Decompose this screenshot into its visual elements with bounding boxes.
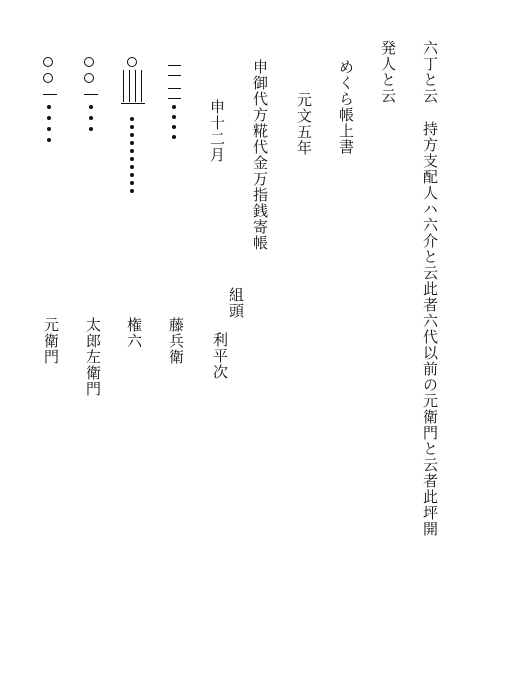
entry-name-4: 元衛門	[42, 317, 60, 365]
entry-name-2: 権六	[125, 317, 143, 349]
group-head-label: 組頭	[227, 287, 245, 319]
group-head-name: 利平次	[211, 332, 229, 380]
document-title: めくら帳上書	[337, 59, 355, 155]
ledger-title: 申御代方糀代金万指銭寄帳	[251, 59, 269, 251]
entry-name-1: 藤兵衛	[167, 317, 185, 365]
text-column-2: 発人と云	[379, 40, 397, 104]
text-column-1b: 持方支配人ハ六介と云此者六代以前の元衛門と云者此坪開	[421, 121, 439, 537]
entry-name-3: 太郎左衛門	[84, 317, 102, 397]
era-date: 元文五年	[295, 92, 313, 156]
text-column-1a: 六丁と云	[421, 40, 439, 104]
month-label: 申十二月	[208, 99, 226, 163]
